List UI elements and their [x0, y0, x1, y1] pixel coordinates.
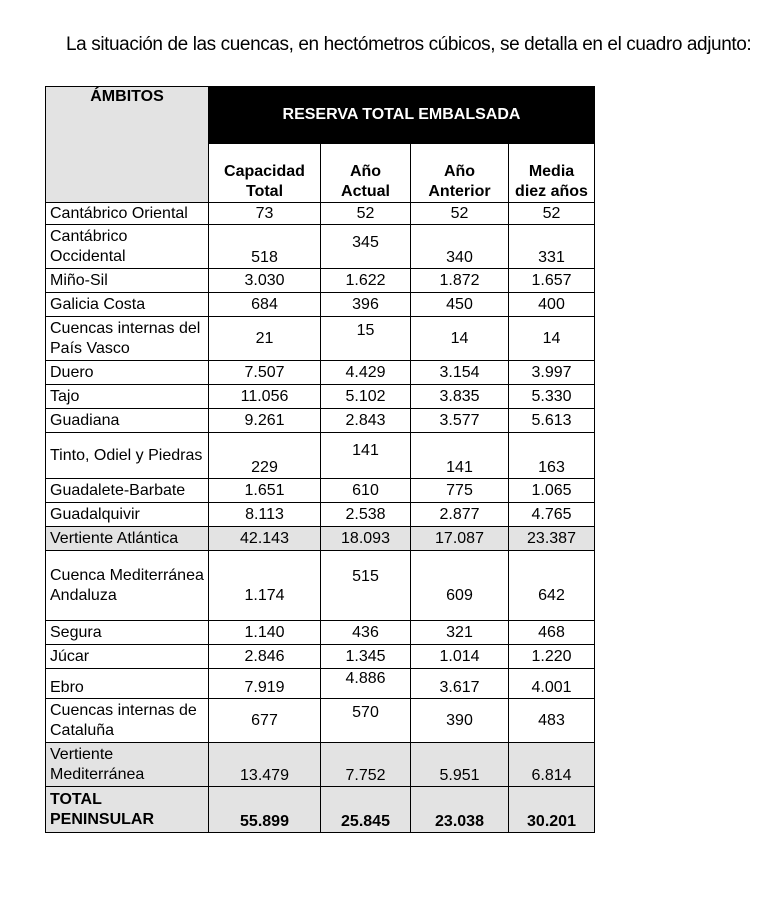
table-row — [46, 225, 595, 269]
table-row — [46, 203, 595, 225]
reservoir-table — [45, 86, 595, 833]
row-name: Júcar — [46, 645, 209, 669]
cell-anterior: 775 — [411, 479, 509, 503]
row-name: Tinto, Odiel y Piedras — [46, 433, 209, 479]
header-anio-anterior: Año Anterior — [411, 144, 509, 203]
cell-anterior: 2.877 — [411, 503, 509, 527]
cell-capacidad: 684 — [209, 293, 321, 317]
cell-media: 642 — [509, 551, 595, 621]
cell-capacidad: 13.479 — [209, 743, 321, 787]
row-name: Segura — [46, 621, 209, 645]
cell-actual: 436 — [321, 621, 411, 645]
cell-capacidad: 518 — [209, 225, 321, 269]
cell-actual: 515 — [321, 551, 411, 621]
table-row — [46, 409, 595, 433]
row-name: Vertiente Atlántica — [46, 527, 209, 551]
cell-actual: 1.622 — [321, 269, 411, 293]
cell-anterior: 321 — [411, 621, 509, 645]
cell-anterior: 450 — [411, 293, 509, 317]
cell-actual: 5.102 — [321, 385, 411, 409]
header-capacidad-total: Capacidad Total — [209, 144, 321, 203]
table-row — [46, 503, 595, 527]
cell-capacidad: 3.030 — [209, 269, 321, 293]
cell-capacidad: 2.846 — [209, 645, 321, 669]
table-row — [46, 621, 595, 645]
cell-anterior: 340 — [411, 225, 509, 269]
cell-anterior: 23.038 — [411, 787, 509, 833]
table-row — [46, 669, 595, 699]
row-name: Duero — [46, 361, 209, 385]
cell-actual: 4.886 — [321, 669, 411, 699]
cell-media: 1.220 — [509, 645, 595, 669]
cell-media: 1.065 — [509, 479, 595, 503]
cell-media: 483 — [509, 699, 595, 743]
cell-anterior: 141 — [411, 433, 509, 479]
cell-media: 30.201 — [509, 787, 595, 833]
cell-actual: 18.093 — [321, 527, 411, 551]
cell-capacidad: 1.651 — [209, 479, 321, 503]
cell-anterior: 3.835 — [411, 385, 509, 409]
cell-actual: 25.845 — [321, 787, 411, 833]
cell-anterior: 5.951 — [411, 743, 509, 787]
cell-anterior: 609 — [411, 551, 509, 621]
cell-capacidad: 677 — [209, 699, 321, 743]
cell-capacidad: 73 — [209, 203, 321, 225]
subtotal-row — [46, 743, 595, 787]
cell-media: 400 — [509, 293, 595, 317]
cell-actual: 141 — [321, 433, 411, 479]
cell-capacidad: 55.899 — [209, 787, 321, 833]
cell-anterior: 3.617 — [411, 669, 509, 699]
cell-capacidad: 1.174 — [209, 551, 321, 621]
row-name: Galicia Costa — [46, 293, 209, 317]
row-name: Miño-Sil — [46, 269, 209, 293]
cell-media: 4.765 — [509, 503, 595, 527]
row-name: Cuencas internas del País Vasco — [46, 317, 209, 361]
cell-media: 3.997 — [509, 361, 595, 385]
row-name: Cuencas internas de Cataluña — [46, 699, 209, 743]
cell-actual: 15 — [321, 317, 411, 361]
total-row — [46, 787, 595, 833]
table-row — [46, 293, 595, 317]
cell-media: 6.814 — [509, 743, 595, 787]
cell-capacidad: 11.056 — [209, 385, 321, 409]
table-row — [46, 479, 595, 503]
row-name: Cuenca Mediterránea Andaluza — [46, 551, 209, 621]
cell-actual: 4.429 — [321, 361, 411, 385]
cell-media: 163 — [509, 433, 595, 479]
table-row — [46, 433, 595, 479]
intro-text: La situación de las cuencas, en hectómetros cúbicos, se detalla en el cuadro adjunto: — [66, 34, 752, 55]
cell-capacidad: 229 — [209, 433, 321, 479]
header-media-diez-anios: Media diez años — [509, 144, 595, 203]
row-name: Cantábrico Occidental — [46, 225, 209, 269]
header-reserva-total: RESERVA TOTAL EMBALSADA — [209, 87, 595, 144]
subtotal-row — [46, 527, 595, 551]
cell-anterior: 3.154 — [411, 361, 509, 385]
cell-anterior: 14 — [411, 317, 509, 361]
cell-actual: 52 — [321, 203, 411, 225]
cell-capacidad: 1.140 — [209, 621, 321, 645]
cell-actual: 2.538 — [321, 503, 411, 527]
cell-capacidad: 42.143 — [209, 527, 321, 551]
cell-media: 5.613 — [509, 409, 595, 433]
cell-actual: 396 — [321, 293, 411, 317]
cell-capacidad: 7.507 — [209, 361, 321, 385]
cell-media: 468 — [509, 621, 595, 645]
cell-capacidad: 7.919 — [209, 669, 321, 699]
cell-actual: 7.752 — [321, 743, 411, 787]
table-row — [46, 699, 595, 743]
table-row — [46, 551, 595, 621]
cell-actual: 570 — [321, 699, 411, 743]
cell-media: 23.387 — [509, 527, 595, 551]
row-name: Guadalquivir — [46, 503, 209, 527]
header-anio-actual: Año Actual — [321, 144, 411, 203]
cell-actual: 1.345 — [321, 645, 411, 669]
table-row — [46, 385, 595, 409]
cell-anterior: 52 — [411, 203, 509, 225]
cell-actual: 610 — [321, 479, 411, 503]
cell-media: 331 — [509, 225, 595, 269]
table-row — [46, 645, 595, 669]
cell-capacidad: 9.261 — [209, 409, 321, 433]
cell-media: 1.657 — [509, 269, 595, 293]
cell-anterior: 390 — [411, 699, 509, 743]
cell-actual: 345 — [321, 225, 411, 269]
table-row — [46, 361, 595, 385]
row-name: Guadalete-Barbate — [46, 479, 209, 503]
cell-media: 4.001 — [509, 669, 595, 699]
row-name: Vertiente Mediterránea — [46, 743, 209, 787]
cell-anterior: 3.577 — [411, 409, 509, 433]
cell-capacidad: 8.113 — [209, 503, 321, 527]
cell-anterior: 1.872 — [411, 269, 509, 293]
row-name: Cantábrico Oriental — [46, 203, 209, 225]
cell-media: 52 — [509, 203, 595, 225]
row-name: Tajo — [46, 385, 209, 409]
cell-capacidad: 21 — [209, 317, 321, 361]
row-name: TOTAL PENINSULAR — [46, 787, 209, 833]
cell-actual: 2.843 — [321, 409, 411, 433]
row-name: Guadiana — [46, 409, 209, 433]
table-row — [46, 269, 595, 293]
cell-media: 5.330 — [509, 385, 595, 409]
cell-anterior: 17.087 — [411, 527, 509, 551]
cell-anterior: 1.014 — [411, 645, 509, 669]
table-row — [46, 317, 595, 361]
row-name: Ebro — [46, 669, 209, 699]
header-ambitos: ÁMBITOS — [46, 87, 209, 203]
cell-media: 14 — [509, 317, 595, 361]
